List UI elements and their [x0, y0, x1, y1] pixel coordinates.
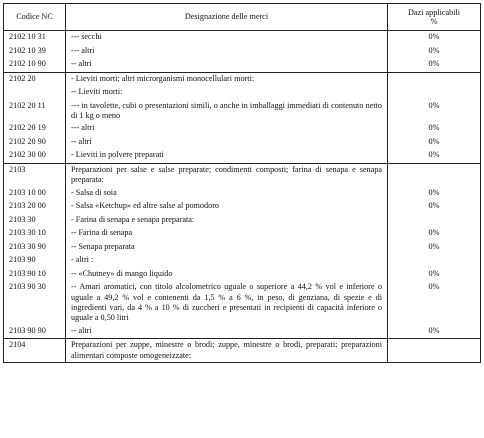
cell-duty: 0% — [388, 122, 481, 136]
table-row — [4, 58, 481, 72]
table-row — [4, 339, 481, 363]
cell-code: 2102 20 90 — [4, 136, 66, 150]
table-row — [4, 149, 481, 163]
table-row — [4, 122, 481, 136]
cell-designation: Preparazioni per salse e salse preparate; condimenti composti; farina di senapa e senapa preparata: — [66, 163, 388, 186]
cell-code: 2102 10 31 — [4, 31, 66, 45]
cell-code: 2103 90 30 — [4, 281, 66, 325]
cell-code: 2103 30 — [4, 214, 66, 228]
table-row — [4, 254, 481, 268]
header-duty: Dazi applicabili % — [388, 4, 481, 31]
cell-designation: Preparazioni per zuppe, minestre o brodi; zuppe, minestre o brodi, preparati; preparazioni alimentari composte omogeneizzate: — [66, 339, 388, 363]
cell-duty: 0% — [388, 187, 481, 201]
tariff-table — [3, 3, 481, 363]
cell-designation: - Salsa «Ketchup» ed altre salse al pomodoro — [66, 200, 388, 214]
cell-duty: 0% — [388, 31, 481, 45]
cell-duty: 0% — [388, 58, 481, 72]
cell-code: 2103 10 00 — [4, 187, 66, 201]
cell-designation: -- «Chutney» di mango liquido — [66, 268, 388, 282]
cell-code: 2102 10 90 — [4, 58, 66, 72]
table-row — [4, 325, 481, 339]
cell-designation: - Farina di senapa e senapa preparata: — [66, 214, 388, 228]
cell-designation: -- altri — [66, 136, 388, 150]
table-row — [4, 163, 481, 186]
cell-designation: --- altri — [66, 45, 388, 59]
cell-code: 2103 90 10 — [4, 268, 66, 282]
cell-designation: -- altri — [66, 325, 388, 339]
cell-duty — [388, 86, 481, 100]
cell-duty: 0% — [388, 45, 481, 59]
cell-designation: - Lieviti morti; altri microrganismi monocellulari morti: — [66, 72, 388, 86]
cell-code: 2103 90 — [4, 254, 66, 268]
table-header-row — [4, 4, 481, 31]
cell-duty — [388, 254, 481, 268]
table-row — [4, 281, 481, 325]
cell-duty: 0% — [388, 136, 481, 150]
cell-code: 2103 90 90 — [4, 325, 66, 339]
cell-designation: - Salsa di soia — [66, 187, 388, 201]
table-body — [4, 31, 481, 363]
table-row — [4, 241, 481, 255]
table-row — [4, 31, 481, 45]
table-row — [4, 227, 481, 241]
cell-code: 2103 — [4, 163, 66, 186]
cell-designation: -- Amari aromatici, con titolo alcolometrico uguale o superiore a 44,2 % vol e inferiore o uguale a 49,2 % vol e contenenti da 1,5 % a 6 %, in peso, di genziana, di spezie e di ingredienti vari, da 4 % a 10 % di zuccheri e presentati in recipienti di capacità inferiore o uguale a 0,50 litri — [66, 281, 388, 325]
cell-code: 2102 20 19 — [4, 122, 66, 136]
table-row — [4, 200, 481, 214]
cell-duty: 0% — [388, 100, 481, 123]
cell-designation: -- Lieviti morti: — [66, 86, 388, 100]
cell-designation: --- in tavolette, cubi o presentazioni simili, o anche in imballaggi immediati di contenuto netto di 1 kg o meno — [66, 100, 388, 123]
table-row — [4, 187, 481, 201]
cell-duty — [388, 214, 481, 228]
table-row — [4, 100, 481, 123]
cell-duty: 0% — [388, 227, 481, 241]
cell-duty: 0% — [388, 268, 481, 282]
cell-designation: -- altri — [66, 58, 388, 72]
table-row — [4, 136, 481, 150]
cell-code: 2102 20 — [4, 72, 66, 86]
header-code: Codice NC — [4, 4, 66, 31]
table-row — [4, 45, 481, 59]
cell-duty: 0% — [388, 241, 481, 255]
cell-designation: - altri : — [66, 254, 388, 268]
cell-code: 2103 20 00 — [4, 200, 66, 214]
cell-duty: 0% — [388, 281, 481, 325]
cell-code — [4, 86, 66, 100]
cell-designation: - Lieviti in polvere preparati — [66, 149, 388, 163]
cell-code: 2104 — [4, 339, 66, 363]
cell-designation: --- secchi — [66, 31, 388, 45]
cell-duty: 0% — [388, 325, 481, 339]
cell-designation: -- Farina di senapa — [66, 227, 388, 241]
cell-code: 2102 30 00 — [4, 149, 66, 163]
cell-duty — [388, 72, 481, 86]
cell-designation: -- Senapa preparata — [66, 241, 388, 255]
table-row — [4, 86, 481, 100]
header-designation: Designazione delle merci — [66, 4, 388, 31]
table-row — [4, 72, 481, 86]
table-row — [4, 268, 481, 282]
cell-designation: --- altri — [66, 122, 388, 136]
cell-duty: 0% — [388, 149, 481, 163]
cell-duty — [388, 163, 481, 186]
cell-code: 2103 30 10 — [4, 227, 66, 241]
table-row — [4, 214, 481, 228]
cell-duty — [388, 339, 481, 363]
cell-code: 2102 10 39 — [4, 45, 66, 59]
cell-duty: 0% — [388, 200, 481, 214]
cell-code: 2103 30 90 — [4, 241, 66, 255]
cell-code: 2102 20 11 — [4, 100, 66, 123]
